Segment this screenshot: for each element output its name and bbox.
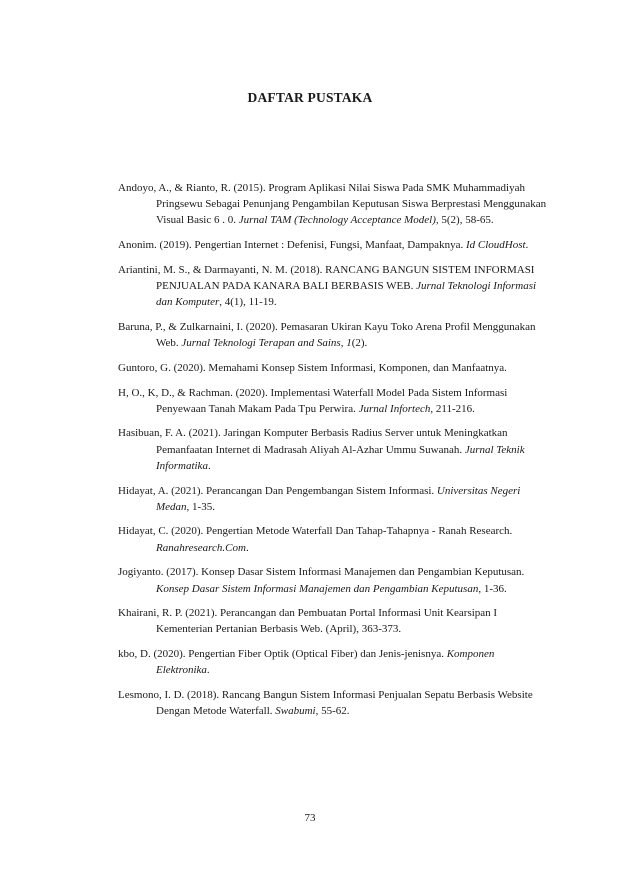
reference-text: Khairani, R. P. (2021). Perancangan dan Pembuatan Portal Informasi Unit Kearsipan I Kementerian Pertanian Berbasis Web. (April), 363-373.	[118, 607, 498, 636]
reference-source: Konsep Dasar Sistem Informasi Manajemen dan Pengambian Keputusan	[156, 582, 479, 595]
reference-entry	[118, 385, 548, 417]
reference-text: Ariantini, M. S., & Darmayanti, N. M. (2018). RANCANG BANGUN SISTEM INFORMASI PENJUALAN PADA KANARA BALI BERBASIS WEB.	[118, 263, 535, 293]
reference-source: Jurnal TAM (Technology Acceptance Model)	[238, 214, 436, 227]
reference-entry	[118, 483, 548, 515]
reference-entry	[118, 237, 548, 253]
reference-source: Swabumi	[275, 705, 316, 718]
page-title: DAFTAR PUSTAKA	[247, 90, 373, 105]
reference-source: Jurnal Teknologi Terapan and Sains, 1	[181, 337, 352, 350]
reference-entry	[118, 425, 548, 474]
reference-text: Lesmono, I. D. (2018). Rancang Bangun Sistem Informasi Penjualan Sepatu Berbasis Website Dengan Metode Waterfall.	[118, 689, 533, 718]
reference-source: Jurnal Teknik Informatika	[156, 443, 525, 472]
reference-entry	[118, 360, 548, 376]
reference-details: , 1-36.	[478, 582, 507, 595]
reference-source: Jurnal Teknologi Informasi dan Komputer	[156, 280, 537, 309]
reference-text: Guntoro, G. (2020). Memahami Konsep Sistem Informasi, Komponen, dan Manfaatnya.	[118, 361, 507, 374]
reference-details: , 55-62.	[315, 705, 350, 718]
reference-details: (2).	[351, 337, 368, 350]
reference-source: Ranahresearch.Com	[156, 541, 246, 554]
reference-details: , 4(1), 11-19.	[219, 296, 277, 309]
reference-entry	[118, 523, 548, 555]
reference-details: .	[525, 239, 529, 252]
reference-source: Jurnal Infortech	[358, 402, 431, 415]
reference-source: Universitas Negeri Medan	[156, 484, 521, 513]
reference-details: .	[245, 541, 249, 554]
reference-entry	[118, 564, 548, 596]
reference-entry	[118, 646, 548, 678]
reference-source: Komponen Elektronika	[156, 648, 495, 677]
reference-text: Hidayat, C. (2020). Pengertian Metode Waterfall Dan Tahap-Tahapnya - Ranah Research.	[118, 525, 513, 538]
reference-details: , 1-35.	[186, 500, 215, 513]
reference-text: Hasibuan, F. A. (2021). Jaringan Komputer Berbasis Radius Server untuk Meningkatkan Pemanfaatan Internet di Madrasah Aliyah Al-Azhar Ummu Suwanah.	[118, 427, 508, 456]
reference-entry	[118, 319, 548, 351]
reference-text: Andoyo, A., & Rianto, R. (2015). Program Aplikasi Nilai Siswa Pada SMK Muhammadiyah Pringsewu Sebagai Penunjang Pengambilan Keputusan Siswa Berprestasi Menggunakan Visual Basic 6 . 0.	[118, 182, 547, 227]
reference-text: Jogiyanto. (2017). Konsep Dasar Sistem Informasi Manajemen dan Pengambian Keputusan.	[118, 566, 525, 579]
reference-text: H, O., K, D., & Rachman. (2020). Implementasi Waterfall Model Pada Sistem Informasi Penyewaan Tanah Makam Pada Tpu Perwira.	[118, 386, 508, 415]
reference-details: .	[206, 664, 210, 677]
reference-text: kbo, D. (2020). Pengertian Fiber Optik (Optical Fiber) dan Jenis-jenisnya.	[118, 648, 447, 661]
reference-details: , 211-216.	[430, 402, 475, 415]
reference-text: Baruna, P., & Zulkarnaini, I. (2020). Pemasaran Ukiran Kayu Toko Arena Profil Menggunakan Web.	[118, 320, 536, 350]
reference-entry	[118, 262, 548, 311]
reference-text: Anonim. (2019). Pengertian Internet : Defenisi, Fungsi, Manfaat, Dampaknya.	[118, 239, 466, 252]
reference-text: Hidayat, A. (2021). Perancangan Dan Pengembangan Sistem Informasi.	[118, 484, 437, 497]
reference-list	[118, 180, 548, 728]
reference-details: .	[207, 459, 211, 472]
page-number: 73	[304, 812, 316, 824]
reference-entry	[118, 605, 548, 637]
reference-details: , 5(2), 58-65.	[435, 214, 494, 227]
reference-entry	[118, 180, 548, 229]
reference-entry	[118, 687, 548, 719]
reference-source: Id CloudHost	[465, 239, 526, 252]
